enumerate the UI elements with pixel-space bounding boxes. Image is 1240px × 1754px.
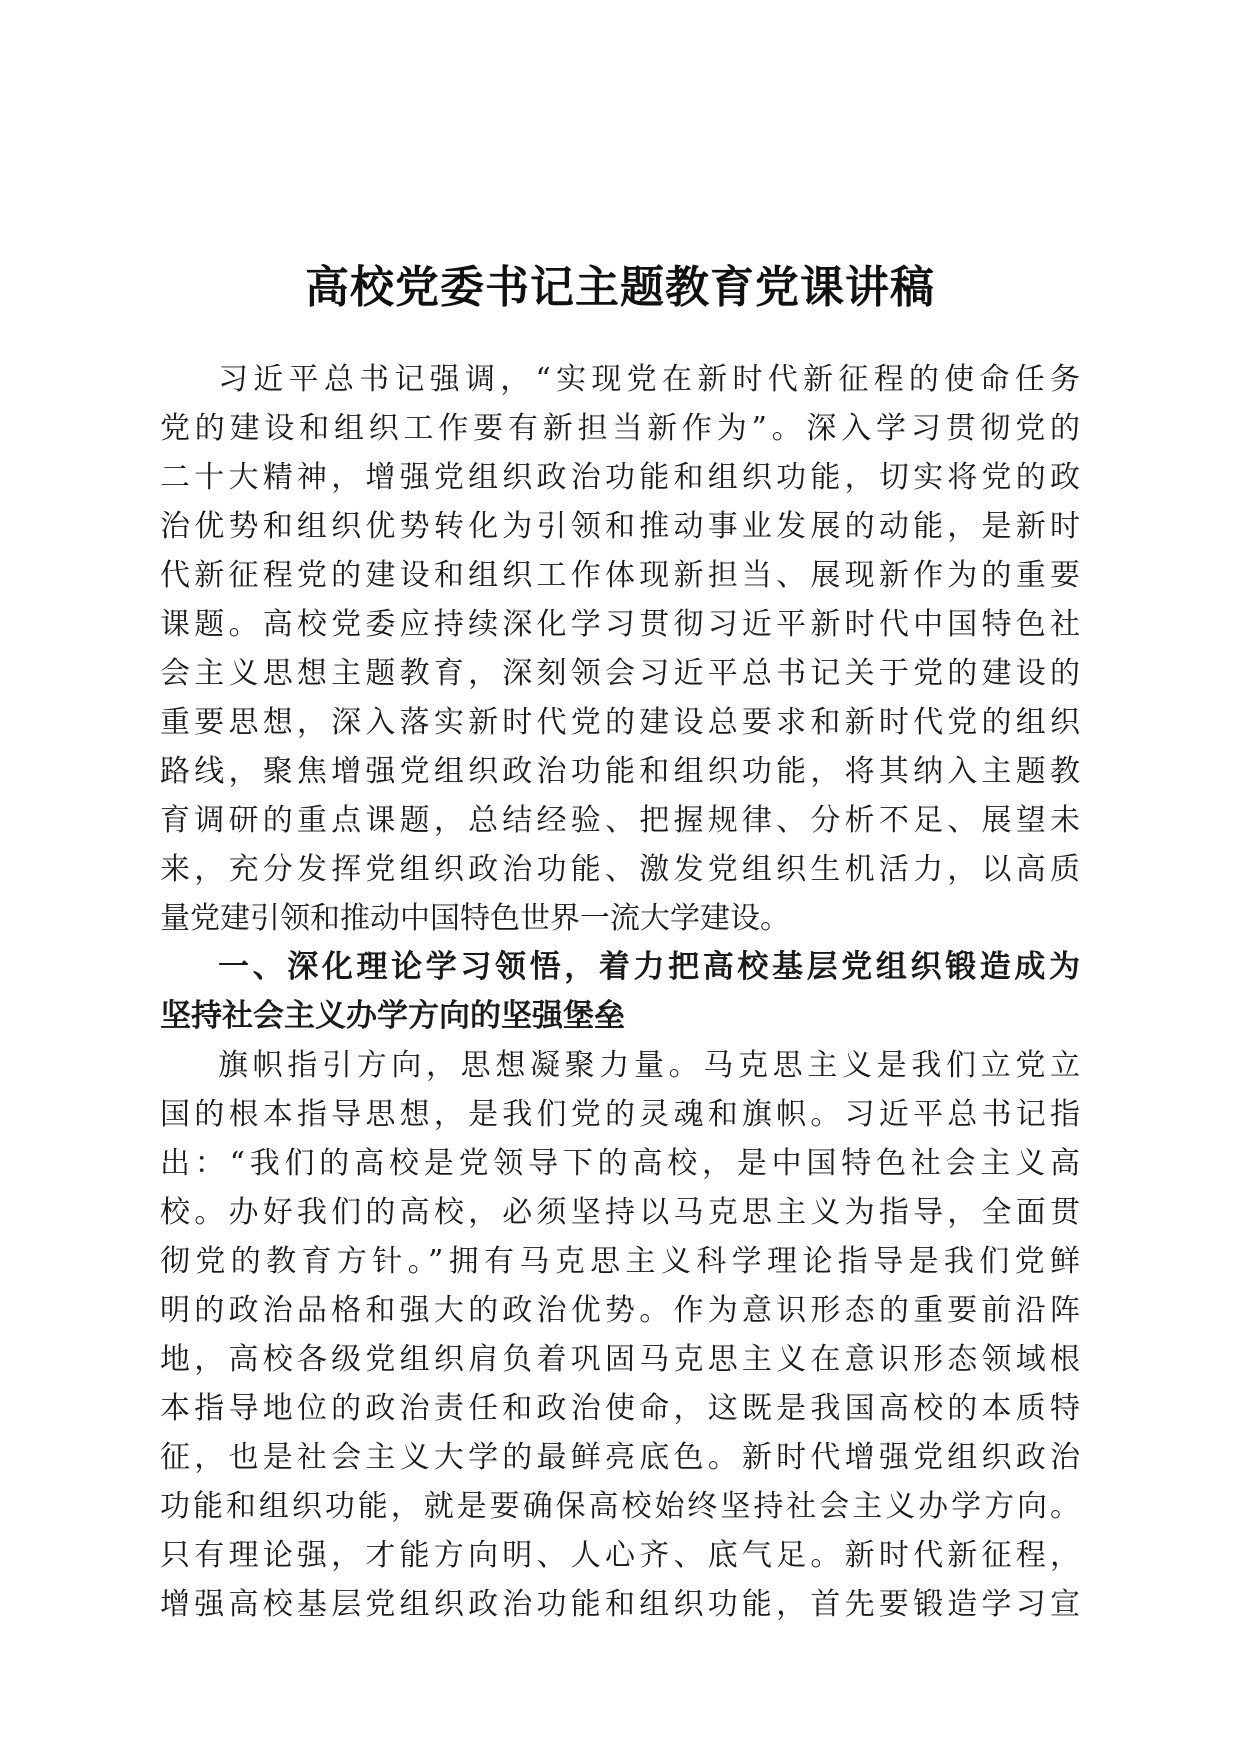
paragraph-1-line: 路线，聚焦增强党组织政治功能和组织功能，将其纳入主题教 bbox=[160, 754, 1080, 789]
paragraph-2-line: 地，高校各级党组织肩负着巩固马克思主义在意识形态领域根 bbox=[160, 1342, 1080, 1377]
paragraph-1-line: 会主义思想主题教育，深刻领会习近平总书记关于党的建设的 bbox=[160, 656, 1080, 691]
section-heading: 一、深化理论学习领悟，着力把高校基层党组织锻造成为 bbox=[218, 949, 1080, 985]
document-title: 高校党委书记主题教育党课讲稿 bbox=[305, 262, 935, 313]
paragraph-2-line: 旗帜指引方向，思想凝聚力量。马克思主义是我们立党立 bbox=[218, 1048, 1080, 1083]
paragraph-1-line: 育调研的重点课题，总结经验、把握规律、分析不足、展望未 bbox=[160, 803, 1080, 838]
paragraph-1-line: 习近平总书记强调，“实现党在新时代新征程的使命任务 bbox=[218, 362, 1080, 397]
paragraph-2-line: 出：“我们的高校是党领导下的高校，是中国特色社会主义高 bbox=[160, 1146, 1080, 1181]
paragraph-1-line: 重要思想，深入落实新时代党的建设总要求和新时代党的组织 bbox=[160, 705, 1080, 740]
paragraph-1-line: 治优势和组织优势转化为引领和推动事业发展的动能，是新时 bbox=[160, 509, 1080, 544]
paragraph-2-line: 征，也是社会主义大学的最鲜亮底色。新时代增强党组织政治 bbox=[160, 1440, 1080, 1475]
paragraph-2-line: 功能和组织功能，就是要确保高校始终坚持社会主义办学方向。 bbox=[160, 1489, 1080, 1524]
paragraph-2-line: 彻党的教育方针。”拥有马克思主义科学理论指导是我们党鲜 bbox=[160, 1244, 1080, 1279]
paragraph-2-line: 只有理论强，才能方向明、人心齐、底气足。新时代新征程， bbox=[160, 1538, 1080, 1573]
paragraph-1-line: 代新征程党的建设和组织工作体现新担当、展现新作为的重要 bbox=[160, 558, 1080, 593]
paragraph-2-line: 校。办好我们的高校，必须坚持以马克思主义为指导，全面贯 bbox=[160, 1195, 1080, 1230]
paragraph-1-line: 来，充分发挥党组织政治功能、激发党组织生机活力，以高质 bbox=[160, 852, 1080, 887]
section-heading: 坚持社会主义办学方向的坚强堡垒 bbox=[160, 998, 625, 1034]
paragraph-2-line: 增强高校基层党组织政治功能和组织功能，首先要锻造学习宣 bbox=[160, 1587, 1080, 1622]
paragraph-2-line: 明的政治品格和强大的政治优势。作为意识形态的重要前沿阵 bbox=[160, 1293, 1080, 1328]
paragraph-1-line: 党的建设和组织工作要有新担当新作为”。深入学习贯彻党的 bbox=[160, 411, 1080, 446]
paragraph-1-line: 量党建引领和推动中国特色世界一流大学建设。 bbox=[160, 901, 790, 936]
paragraph-2-line: 国的根本指导思想，是我们党的灵魂和旗帜。习近平总书记指 bbox=[160, 1097, 1080, 1132]
paragraph-1-line: 二十大精神，增强党组织政治功能和组织功能，切实将党的政 bbox=[160, 460, 1080, 495]
paragraph-2-line: 本指导地位的政治责任和政治使命，这既是我国高校的本质特 bbox=[160, 1391, 1080, 1426]
paragraph-1-line: 课题。高校党委应持续深化学习贯彻习近平新时代中国特色社 bbox=[160, 607, 1080, 642]
